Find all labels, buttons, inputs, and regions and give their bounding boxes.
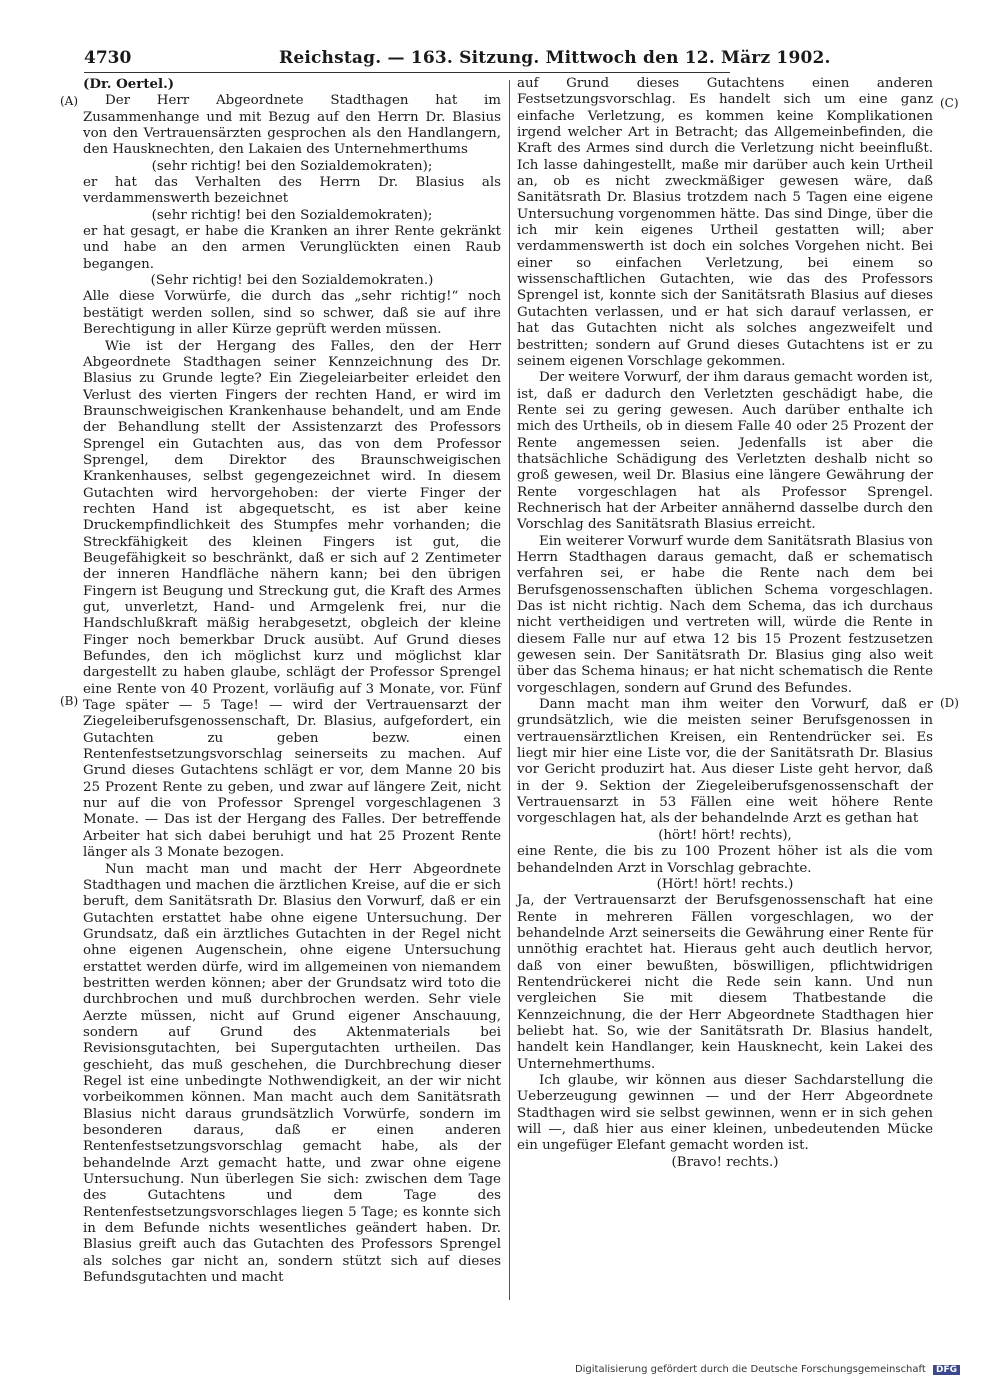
- digitization-footer: [575, 1364, 960, 1375]
- page-number: 4730: [84, 48, 132, 68]
- paragraph: Alle diese Vorwürfe, die durch das „sehr richtig!“ noch bestätigt werden sollen, sind so schwer, daß sie auf ihre Berechtigung in aller Kürze geprüft werden müssen.: [83, 289, 501, 338]
- paragraph: Dann macht man ihm weiter den Vorwurf, daß er grundsätzlich, wie die meisten seiner Berufsgenossen in vertrauensärztlichen Kreisen, ein Rentendrücker sei. Es liegt mir hier eine Liste vor, die der Sanitätsrath Dr. Blasius vor Gericht produzirt hat. Aus dieser Liste geht hervor, daß in der 9. Sektion der Ziegeleiberufsgenossenschaft der Vertrauensarzt in 53 Fällen eine weit höhere Rente vorgeschlagen hat, als der behandelnde Arzt es gethan hat: [517, 697, 933, 827]
- right-column: [517, 76, 933, 1171]
- margin-marker-d: (D): [940, 696, 959, 710]
- paragraph: Ja, der Vertrauensarzt der Berufsgenossenschaft hat eine Rente in mehreren Fällen vorgeschlagen, wo der behandelnde Arzt seinerseits die Gewährung einer Rente für unnöthig erachtet hat. Hieraus geht auch deutlich hervor, daß von einer bewußten, böswilligen, pflichtwidrigen Rentendrückerei nicht die Rede sein kann. Und nun vergleichen Sie mit diesem Thatbestande die Kennzeichnung, die der Herr Abgeordnete Stadthagen hier beliebt hat. So, wie der Sanitätsrath Dr. Blasius handelt, handelt kein Handlanger, kein Hausknecht, kein Lakei des Unternehmerthums.: [517, 893, 933, 1072]
- speaker-label: (Dr. Oertel.): [83, 76, 175, 92]
- interjection: (sehr richtig! bei den Sozialdemokraten);: [151, 207, 433, 223]
- paragraph: Wie ist der Hergang des Falles, den der Herr Abgeordnete Stadthagen seiner Kennzeichnung des Dr. Blasius zu Grunde legte? Ein Ziegeleiarbeiter erleidet den Verlust des vierten Fingers der rechten Hand, er wird im Braunschweigischen Krankenhause behandelt, und am Ende der Behandlung stellt der Assistenzarzt des Professors Sprengel ein Gutachten aus, das von dem Professor Sprengel, dem Direktor des Braunschweigischen Krankenhauses, selbst gegengezeichnet wird. In diesem Gutachten wird hervorgehoben: der vierte Finger der rechten Hand ist abgequetscht, es ist aber keine Druckempfindlichkeit des Stumpfes mehr vorhanden; die Streckfähigkeit des kleinen Fingers ist gut, die Beugefähigkeit so beschränkt, daß er sich auf 2 Zentimeter der inneren Handfläche nähern kann; bei den übrigen Fingern ist Beugung und Streckung gut, die Kraft des Armes gut, unverletzt, Hand- und Armgelenk frei, nur die Handschlußkraft mäßig herabgesetzt, obgleich der kleine Finger noch bemerkbar Druck ausübt. Auf Grund dieses Befundes, den ich möglichst kurz und möglichst klar dargestellt zu haben glaube, schlägt der Professor Sprengel eine Rente von 40 Prozent, vorläufig auf 3 Monate, vor. Fünf Tage später — 5 Tage! — wird der Vertrauensarzt der Ziegeleiberufsgenossenschaft, Dr. Blasius, aufgefordert, ein Gutachten zu geben bezw. einen Rentenfestsetzungsvorschlag seinerseits zu machen. Auf Grund dieses Gutachtens schlägt er vor, dem Manne 20 bis 25 Prozent Rente zu geben, und zwar auf längere Zeit, nicht nur auf die von Professor Sprengel vorgeschlagenen 3 Monate. — Das ist der Hergang des Falles. Der betreffende Arbeiter hat sich dabei beruhigt und hat 25 Prozent Rente länger als 3 Monate bezogen.: [83, 338, 501, 861]
- paragraph: er hat gesagt, er habe die Kranken an ihrer Rente gekränkt und habe an den armen Verunglückten einen Raub begangen.: [83, 224, 501, 272]
- paragraph: Der weitere Vorwurf, der ihm daraus gemacht worden ist, ist, daß er dadurch den Verletzten geschädigt habe, die Rente sei zu gering gewesen. Auch darüber enthalte ich mich des Urtheils, ob in diesem Falle 40 oder 25 Prozent der Rente angemessen seien. Jedenfalls ist aber die thatsächliche Schädigung des Verletzten deshalb nicht so groß gewesen, weil Dr. Blasius eine längere Gewährung der Rente vorgeschlagen hat als Professor Sprengel. Rechnerisch hat der Arbeiter annähernd dasselbe durch den Vorschlag des Sanitätsrath Blasius erreicht.: [517, 370, 933, 533]
- interjection: (Bravo! rechts.): [671, 1154, 779, 1170]
- footer-text: Digitalisierung gefördert durch die Deutsche Forschungsgemeinschaft: [574, 1364, 926, 1375]
- page-header: [84, 48, 831, 72]
- paragraph: Der Herr Abgeordnete Stadthagen hat im Zusammenhange und mit Bezug auf den Herrn Dr. Blasius von den Vertrauensärzten gesprochen als den Handlangern, den Hausknechten, den Lakaien des Unternehmerthums: [83, 93, 501, 158]
- margin-marker-b: (B): [60, 694, 79, 708]
- paragraph: Ich glaube, wir können aus dieser Sachdarstellung die Ueberzeugung gewinnen — und der Herr Abgeordnete Stadthagen wird sie selbst gewinnen, wenn er in sich gehen will —, daß hier aus einer kleinen, unbedeutenden Mücke ein ungefüger Elefant gemacht worden ist.: [517, 1072, 933, 1154]
- dfg-logo: DFG: [933, 1365, 960, 1375]
- margin-marker-a: (A): [60, 94, 79, 108]
- interjection: (hört! hört! rechts),: [658, 827, 792, 843]
- left-column: [83, 76, 501, 1286]
- interjection: (Hört! hört! rechts.): [656, 876, 794, 892]
- paragraph: Ein weiterer Vorwurf wurde dem Sanitätsrath Blasius von Herrn Stadthagen daraus gemacht, daß er schematisch verfahren sei, er habe die Rente nach dem bei Berufsgenossenschaften üblichen Schema vorgeschlagen. Das ist nicht richtig. Nach dem Schema, das ich durchaus nicht vertheidigen und vertreten will, würde die Rente in diesem Falle nur auf etwa 12 bis 15 Prozent festzusetzen gewesen sein. Der Sanitätsrath Dr. Blasius ging also weit über das Schema hinaus; er hat nicht schematisch die Rente vorgeschlagen, sondern auf Grund des Befundes.: [517, 533, 933, 696]
- running-head: Reichstag. — 163. Sitzung. Mittwoch den 12. März 1902.: [279, 48, 831, 68]
- margin-marker-c: (C): [940, 96, 959, 110]
- header-rule: [84, 72, 730, 73]
- paragraph: eine Rente, die bis zu 100 Prozent höher ist als die vom behandelnden Arzt in Vorschlag gebrachte.: [517, 844, 933, 876]
- column-divider: [509, 80, 510, 1300]
- interjection: (Sehr richtig! bei den Sozialdemokraten.): [150, 273, 434, 289]
- paragraph: Nun macht man und macht der Herr Abgeordnete Stadthagen und machen die ärztlichen Kreise, auf die er sich beruft, dem Sanitätsrath Dr. Blasius den Vorwurf, daß er ein Gutachten erstattet habe ohne eigene Untersuchung. Der Grundsatz, daß ein ärztliches Gutachten in der Regel nicht ohne eigenen Augenschein, ohne eigene Untersuchung erstattet werden dürfe, wird im allgemeinen von niemandem bestritten werden können; aber der Grundsatz wird toto die durchbrochen und muß durchbrochen werden. Sehr viele Aerzte müssen, nicht auf Grund eigener Anschauung, sondern auf Grund des Aktenmaterials bei Revisionsgutachten, bei Supergutachten urtheilen. Das geschieht, das muß geschehen, die Durchbrechung dieser Regel ist eine unbedingte Nothwendigkeit, an der wir nicht vorbeikommen können. Man macht auch dem Sanitätsrath Blasius nicht daraus grundsätzlich Vorwürfe, sondern im besonderen daraus, daß er einen anderen Rentenfestsetzungsvorschlag gemacht habe, als der behandelnde Arzt gemacht hatte, und zwar ohne eigene Untersuchung. Nun überlegen Sie sich: zwischen dem Tage des Gutachtens und dem Tage des Rentenfestsetzungsvorschlages liegen 5 Tage; es konnte sich in dem Befunde nichts wesentliches geändert haben. Dr. Blasius greift auch das Gutachten des Professors Sprengel als solches gar nicht an, sondern stützt sich auf dieses Befundsgutachten und macht: [83, 861, 501, 1286]
- paragraph: auf Grund dieses Gutachtens einen anderen Festsetzungsvorschlag. Es handelt sich um eine ganz einfache Verletzung, es kommen keine Komplikationen irgend welcher Art in Betracht; das Allgemeinbefinden, die Kraft des Armes sind durch die Verletzung nicht beeinflußt. Ich lasse dahingestellt, maße mir darüber auch kein Urtheil an, ob es nicht zweckmäßiger gewesen wäre, daß Sanitätsrath Dr. Blasius trotzdem nach 5 Tagen eine eigene Untersuchung vorgenommen hätte. Das sind Dinge, über die ich mir kein eigenes Urtheil gestatten will; aber verdammenswerth ist doch ein solches Vorgehen nicht. Bei einer so einfachen Verletzung, bei einem so wissenschaftlichen Gutachten, wie das des Professors Sprengel ist, konnte sich der Sanitätsrath Blasius auf dieses Gutachten verlassen, und er hat sich darauf verlassen, er hat das Gutachten nicht als solches angezweifelt und bestritten; sondern auf Grund dieses Gutachtens ist er zu seinem eigenen Vorschlage gekommen.: [517, 76, 933, 369]
- paragraph: er hat das Verhalten des Herrn Dr. Blasius als verdammenswerth bezeichnet: [83, 175, 501, 207]
- interjection: (sehr richtig! bei den Sozialdemokraten);: [151, 158, 433, 174]
